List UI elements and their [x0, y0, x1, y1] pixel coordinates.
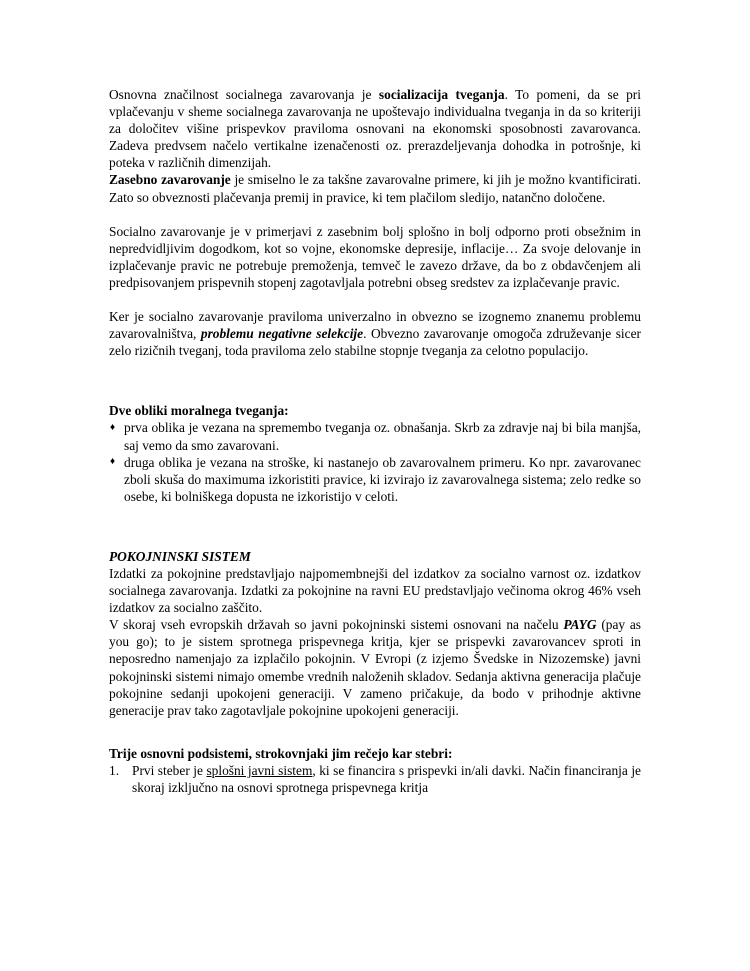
text-run: (pay as you go); to je sistem sprotnega prispevnega kritja, kjer se prispevki zavarovancev sproti in neposredno namenjajo za izplačilo pokojnin. V Evropi (z izjemo Švedske in Nizozemske) javni pokojninski sistemi nimajo omembe vrednih naloženih skladov. Sedanja aktivna generacija plačuje pokojnine sedanji upokojeni generaciji. V zameno pričakuje, da bodo v prihodnje aktivne generacije prav tako zagotavljale pokojnine upokojeni generaciji. [109, 617, 641, 718]
paragraph-payg [109, 616, 641, 719]
section-spacer [109, 736, 641, 745]
text-run: Ker je socialno zavarovanje praviloma univerzalno in obvezno se izognemo znanemu problemu zavarovalništva, [109, 309, 641, 342]
heading-moralno-tveganje: Dve obliki moralnega tveganja: [109, 403, 289, 419]
text-run: , ki se financira s prispevki in/ali davki. Način financiranja je skoraj izključno na osnovi sprotnega prispevnega kritja [132, 762, 641, 795]
section-spacer [109, 393, 641, 402]
document-body [109, 86, 641, 796]
paragraph-spacer [109, 206, 641, 223]
paragraph-izdatki-pokojnine [109, 565, 641, 616]
paragraph-negativna-selekcija [109, 308, 641, 359]
section-spacer [109, 719, 641, 736]
section-spacer [109, 505, 641, 539]
text-run: je smiselno le za takšne zavarovalne primere, ki jih je možno kvantificirati. Zato so obveznosti plačevanja premij in pravice, ki tem plačilom sledijo, natančno določene. [109, 172, 641, 205]
list-item-number: 1. [109, 762, 120, 778]
text-run: socializacija tveganja [378, 87, 505, 102]
list-item-text: druga oblika je vezana na stroške, ki nastanejo ob zavarovalnem primeru. Ko npr. zavarovanec zboli skuša do maximuma izkoristiti pravice, ki izvirajo iz zavarovalnega sistema; zelo redke so osebe, ki bolniškega dopusta ne izkoristijo v celoti. [124, 454, 641, 504]
text-run: problemu negativne selekcije [200, 326, 364, 342]
list-item [109, 454, 641, 505]
diamond-bullet-icon: ♦ [110, 456, 116, 468]
paragraph-zasebno-zavarovanje [109, 171, 641, 205]
section-spacer [109, 539, 641, 548]
pillars-list [109, 762, 641, 796]
text-run: splošni javni sistem [206, 762, 313, 778]
heading-pokojninski-sistem: POKOJNINSKI SISTEM [109, 548, 251, 564]
text-run: PAYG [563, 617, 597, 633]
paragraph-socialno-primerjava [109, 223, 641, 291]
numbered-list-item [109, 762, 641, 796]
text-run: Zasebno zavarovanje [109, 172, 231, 188]
text-run: Izdatki za pokojnine predstavljajo najpomembnejši del izdatkov za socialno varnost oz. izdatkov socialnega zavarovanja. Izdatki za pokojnine na ravni EU predstavljajo večinoma okrog 46% vseh izdatkov za socialno zaščito. [109, 565, 641, 616]
paragraph-socializacija [109, 86, 641, 171]
text-run: Osnovna značilnost socialnega zavarovanja je [109, 87, 379, 102]
section-spacer [109, 359, 641, 393]
text-run: V skoraj vseh evropskih državah so javni pokojninski sistemi osnovani na načelu [109, 617, 564, 633]
text-run: Socialno zavarovanje je v primerjavi z zasebnim bolj splošno in bolj odporno proti obsežnim in nepredvidljivim dogodkom, kot so vojne, ekonomske depresije, inflacije… Za svoje delovanje in izplačevanje pravic ne potrebuje premoženja, temveč le zavezo države, da bo z obdavčenjem ali predpisovanjem prispevnih stopenj zagotavljala potrebni obseg sredstev za izplačevanje pravic. [109, 223, 641, 290]
list-item-text: prva oblika je vezana na spremembo tveganja oz. obnašanja. Skrb za zdravje naj bi bila manjša, saj vemo da smo zavarovani. [124, 420, 641, 453]
list-item [109, 419, 641, 453]
text-run: . To pomeni, da se pri vplačevanju v sheme socialnega zavarovanja ne upoštevajo individualna tveganja in da so kriteriji za določitev višine prispevkov praviloma osnovani na ekonomski sposobnosti zavarovanca. Zadeva predvsem načelo vertikalne izenačenosti oz. prerazdeljevanja dohodka in potrošnje, ki poteka v različnih dimenzijah. [109, 87, 641, 171]
diamond-bullet-icon: ♦ [110, 421, 116, 433]
heading-trije-stebri: Trije osnovni podsistemi, strokovnjaki jim rečejo kar stebri: [109, 745, 453, 761]
text-run: Prvi steber je [132, 762, 207, 778]
paragraph-spacer [109, 291, 641, 308]
moral-hazard-list [109, 419, 641, 504]
numbered-list-item-text [132, 763, 641, 795]
text-run: . Obvezno zavarovanje omogoča združevanje sicer zelo rizičnih tveganj, toda praviloma zelo stabilne stopnje tveganja za celotno populacijo. [109, 326, 641, 359]
